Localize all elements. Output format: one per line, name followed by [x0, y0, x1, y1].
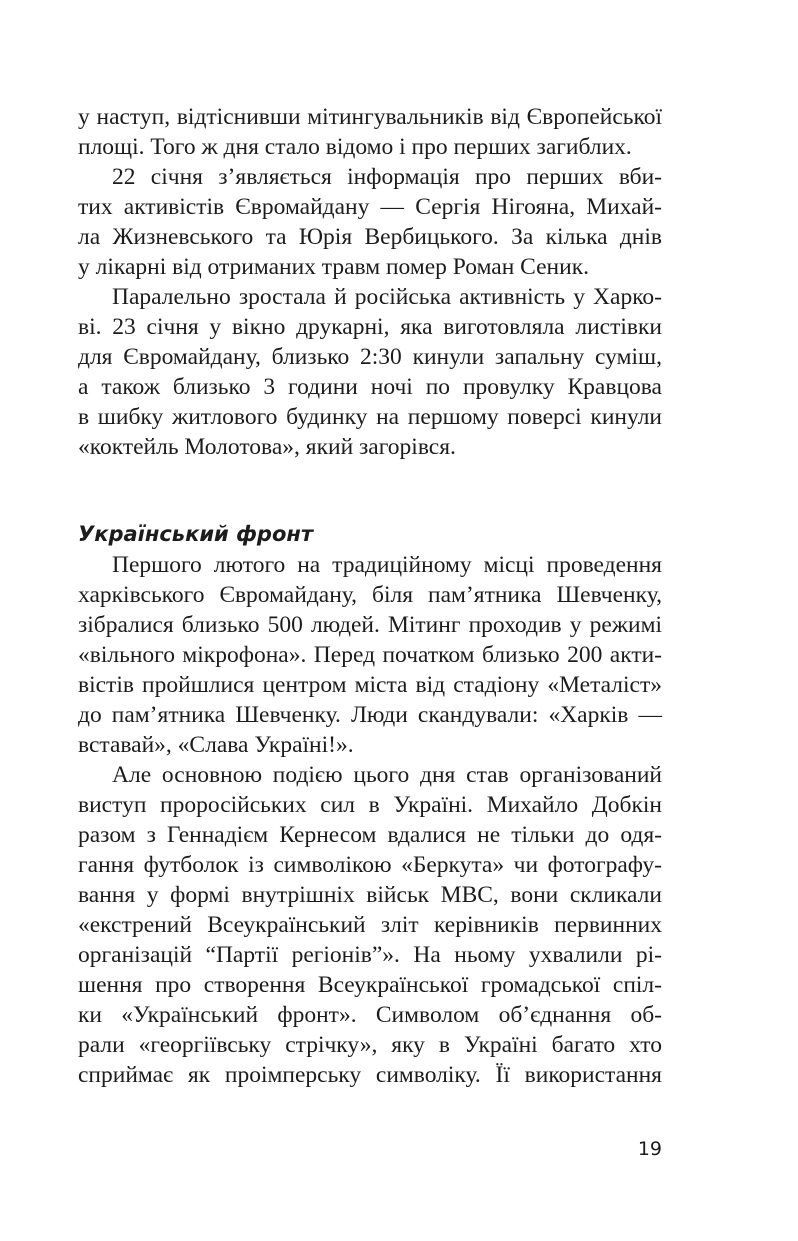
- text-line: гання футболок із символікою «Беркута» чи фотографу-: [78, 852, 662, 878]
- text-line: шення про створення Всеукраїнської громадської спіл-: [78, 972, 662, 998]
- text-line: вставай», «Слава Україні!».: [78, 732, 354, 758]
- text-line: у лікарні від отриманих травм помер Роман Сеник.: [78, 254, 589, 280]
- text-line: тих активістів Євромайдану — Сергія Нігояна, Михай-: [78, 194, 662, 220]
- text-line: «вільного мікрофона». Перед початком близько 200 акти-: [78, 642, 662, 668]
- text-line: ла Жизневського та Юрія Вербицького. За кілька днів: [78, 224, 662, 250]
- text-line: Паралельно зростала й російська активність у Харко-: [112, 284, 662, 310]
- text-line: площі. Того ж дня стало відомо і про перших загиблих.: [78, 134, 632, 160]
- text-line: а також близько 3 години ночі по провулку Кравцова: [78, 374, 662, 400]
- text-line: вістів пройшлися центром міста від стадіону «Металіст»: [78, 672, 662, 698]
- text-line: «екстрений Всеукраїнський зліт керівників первинних: [78, 912, 662, 938]
- text-line: ки «Український фронт». Символом об’єднання об-: [78, 1002, 662, 1028]
- text-line: разом з Геннадієм Кернесом вдалися не тільки до одя-: [78, 822, 662, 848]
- page-number: 19: [637, 1138, 662, 1160]
- text-line: зібралися близько 500 людей. Мітинг проходив у режимі: [78, 612, 662, 638]
- text-line: у наступ, відтіснивши мітингувальників від Європейської: [78, 104, 662, 130]
- section-heading: Український фронт: [78, 522, 314, 546]
- text-line: в шибку житлового будинку на першому поверсі кинули: [78, 404, 662, 430]
- text-line: рали «георгіївську стрічку», яку в Україні багато хто: [78, 1032, 662, 1058]
- text-line: Першого лютого на традиційному місці проведення: [112, 552, 662, 578]
- text-line: вання у формі внутрішніх військ МВС, вони скликали: [78, 882, 662, 908]
- text-line: до пам’ятника Шевченку. Люди скандували: «Харків —: [78, 702, 662, 728]
- text-line: сприймає як проімперську символіку. Її використання: [78, 1062, 662, 1088]
- text-line: для Євромайдану, близько 2:30 кинули запальну суміш,: [78, 344, 662, 370]
- text-line: 22 січня з’являється інформація про перших вби-: [112, 164, 662, 190]
- text-line: Але основною подією цього дня став організований: [112, 762, 662, 788]
- text-line: харківського Євромайдану, біля пам’ятника Шевченку,: [78, 582, 662, 608]
- text-line: ві. 23 січня у вікно друкарні, яка виготовляла листівки: [78, 314, 662, 340]
- text-line: виступ проросійських сил в Україні. Михайло Добкін: [78, 792, 662, 818]
- text-line: організацій “Партії регіонів”». На ньому ухвалили рі-: [78, 942, 662, 968]
- text-line: «коктейль Молотова», який загорівся.: [78, 434, 456, 460]
